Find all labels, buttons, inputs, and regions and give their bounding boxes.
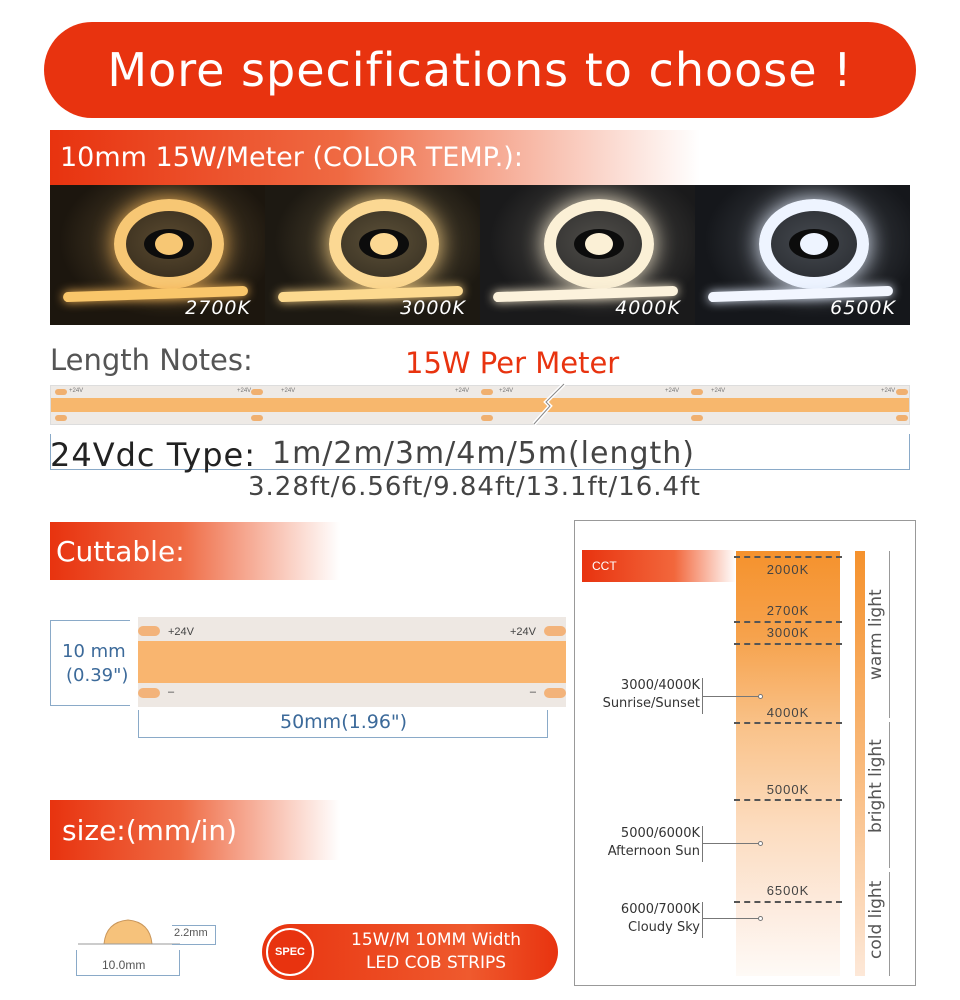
color-temp-title: 10mm 15W/Meter (COLOR TEMP.):	[60, 142, 523, 173]
cct-temp-2000k: 2000K	[766, 562, 810, 577]
plus-label: +24V	[237, 388, 252, 394]
note-bracket	[702, 902, 703, 938]
photo-label: 3000K	[400, 297, 466, 319]
note-leader	[702, 918, 760, 919]
size-header	[50, 800, 340, 860]
plus-label: +24V	[510, 626, 536, 638]
led-strip-illustration	[50, 385, 910, 425]
note-leader	[702, 843, 760, 844]
note-cloudy	[584, 901, 700, 937]
note-leader	[702, 696, 760, 697]
cct-divider	[734, 643, 842, 645]
note-sunrise	[584, 677, 700, 713]
plus-label: +24V	[665, 388, 680, 394]
minus-label: –	[529, 686, 536, 698]
spec-line-2: LED COB STRIPS	[365, 953, 507, 973]
note-dot	[758, 916, 763, 921]
lengths-feet: 3.28ft/6.56ft/9.84ft/13.1ft/16.4ft	[248, 472, 701, 502]
spec-badge	[266, 928, 314, 976]
cuttable-title: Cuttable:	[56, 534, 185, 568]
size-height: 2.2mm	[174, 927, 208, 939]
cct-divider	[734, 799, 842, 801]
solder-pad	[251, 389, 263, 395]
cut-mark-icon	[520, 380, 580, 430]
note-dot	[758, 694, 763, 699]
spec-badge-label: SPEC	[275, 946, 305, 958]
solder-pad	[544, 626, 566, 636]
note-temp: 3000/4000K	[620, 678, 700, 693]
solder-pad	[55, 389, 67, 395]
note-dot	[758, 841, 763, 846]
photo-label: 6500K	[830, 297, 896, 319]
length-notes-title: Length Notes:	[50, 343, 253, 377]
cct-temp-5000k: 5000K	[766, 782, 810, 797]
photo-label: 2700K	[185, 297, 251, 319]
color-temp-photos	[50, 185, 910, 325]
note-temp: 6000/7000K	[620, 902, 700, 917]
plus-label: +24V	[499, 388, 514, 394]
plus-label: +24V	[69, 388, 84, 394]
range-bright: bright light	[866, 739, 886, 833]
solder-pad	[481, 415, 493, 421]
type-label: 24Vdc Type:	[50, 436, 256, 474]
strip-core	[138, 641, 566, 683]
plus-label: +24V	[281, 388, 296, 394]
solder-pad	[691, 389, 703, 395]
note-desc: Sunrise/Sunset	[602, 696, 700, 711]
width-dimension-line	[50, 620, 130, 706]
cct-label	[582, 550, 736, 582]
note-afternoon	[584, 825, 700, 861]
solder-pad	[251, 415, 263, 421]
color-temp-header	[50, 130, 700, 185]
plus-label: +24V	[881, 388, 896, 394]
photo-4000k	[480, 185, 695, 325]
solder-pad	[138, 626, 160, 636]
plus-label: +24V	[455, 388, 470, 394]
strip-core	[51, 398, 909, 412]
cct-temp-6500k: 6500K	[766, 883, 810, 898]
cct-temp-3000k: 3000K	[766, 625, 810, 640]
solder-pad	[896, 389, 908, 395]
photo-3000k	[265, 185, 480, 325]
cct-label-text: CCT	[592, 559, 617, 573]
solder-pad	[544, 688, 566, 698]
lengths-meters: 1m/2m/3m/4m/5m(length)	[272, 436, 696, 471]
solder-pad	[138, 688, 160, 698]
spec-pill	[262, 924, 558, 980]
note-temp: 5000/6000K	[620, 826, 700, 841]
photo-6500k	[695, 185, 910, 325]
cuttable-strip-illustration	[138, 617, 566, 707]
cct-divider	[734, 621, 842, 623]
solder-pad	[691, 415, 703, 421]
power-label: 15W Per Meter	[405, 346, 620, 380]
cct-temp-4000k: 4000K	[766, 705, 810, 720]
banner-title: More specifications to choose !	[107, 43, 853, 97]
solder-pad	[55, 415, 67, 421]
range-warm: warm light	[866, 589, 886, 681]
note-desc: Cloudy Sky	[628, 920, 700, 935]
cuttable-header	[50, 522, 340, 580]
cct-temp-2700k: 2700K	[766, 603, 810, 618]
cut-length: 50mm(1.96")	[280, 711, 408, 733]
solder-pad	[481, 389, 493, 395]
spec-line-1: 15W/M 10MM Width	[351, 930, 521, 950]
width-mm: 10 mm	[62, 641, 126, 662]
note-desc: Afternoon Sun	[607, 844, 700, 859]
range-bar	[855, 551, 865, 976]
plus-label: +24V	[168, 626, 194, 638]
note-bracket	[702, 826, 703, 862]
title-banner	[44, 22, 916, 118]
photo-2700k	[50, 185, 265, 325]
width-in: (0.39")	[66, 665, 129, 686]
cct-divider	[734, 901, 842, 903]
cct-divider	[734, 556, 842, 558]
size-width: 10.0mm	[102, 958, 146, 972]
minus-label: –	[168, 686, 175, 698]
size-title: size:(mm/in)	[62, 813, 238, 847]
solder-pad	[896, 415, 908, 421]
range-cold: cold light	[866, 880, 886, 960]
cct-divider	[734, 722, 842, 724]
photo-label: 4000K	[615, 297, 681, 319]
plus-label: +24V	[711, 388, 726, 394]
